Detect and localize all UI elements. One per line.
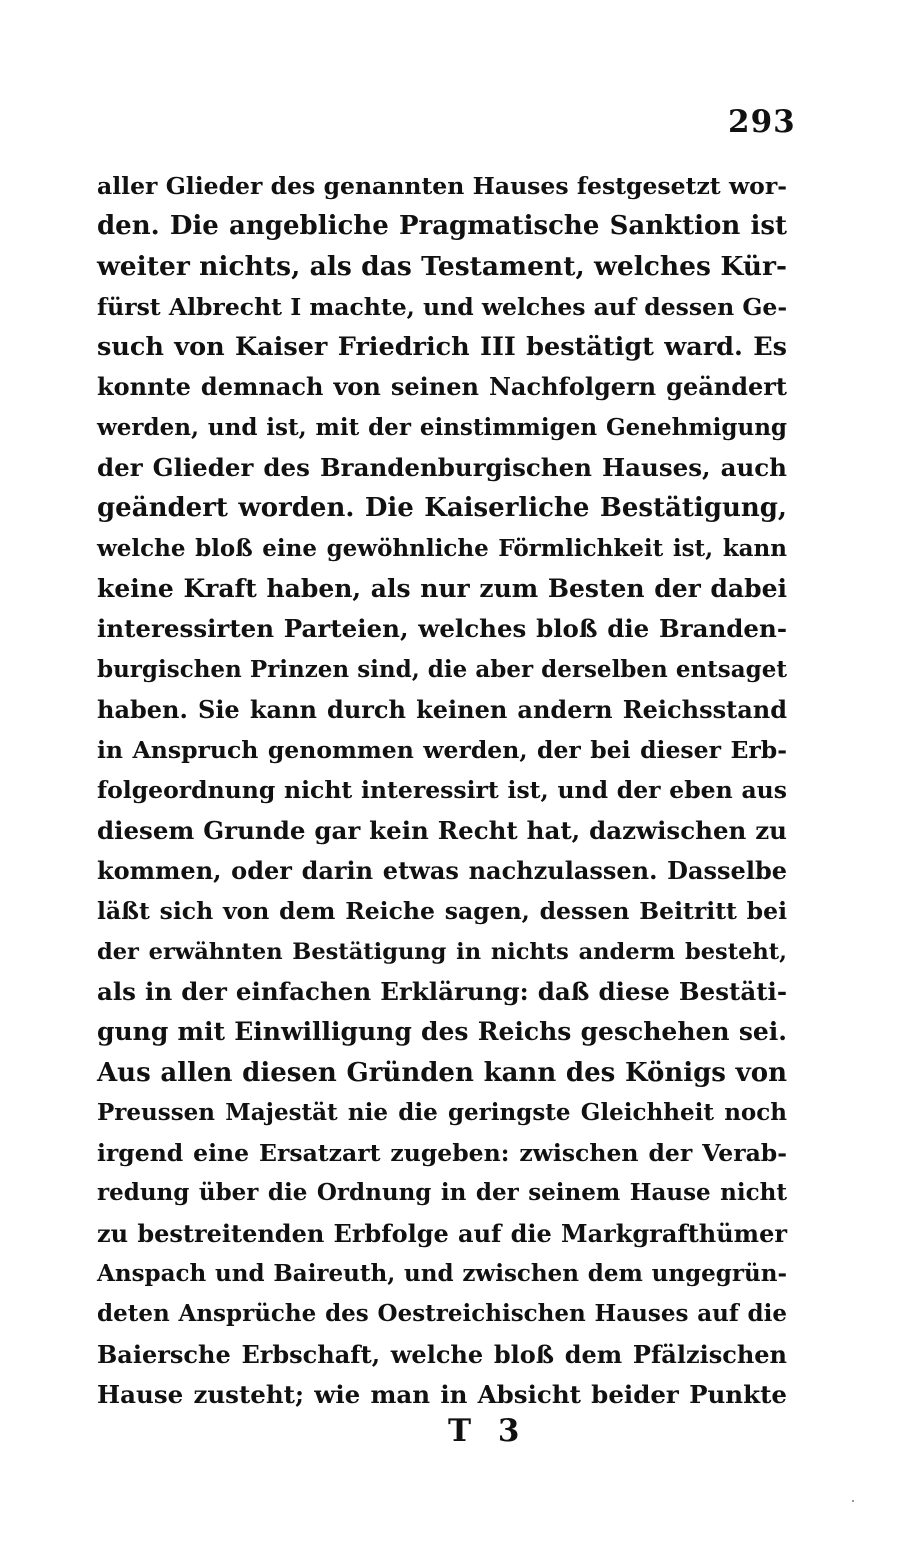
text-line: irgend eine Ersatzart zugeben: zwischen der Verab-: [97, 1139, 787, 1168]
text-line: den. Die angebliche Pragmatische Sanktion ist: [97, 211, 787, 242]
text-line: interessirten Parteien, welches bloß die Branden-: [97, 614, 787, 644]
text-line: keine Kraft haben, als nur zum Besten der dabei: [97, 573, 787, 603]
text-line: Preussen Majestät nie die geringste Gleichheit noch: [97, 1098, 787, 1126]
text-line: gung mit Einwilligung des Reichs geschehen sei.: [97, 1017, 787, 1047]
text-line: zu bestreitenden Erbfolge auf die Markgrafthümer: [97, 1218, 787, 1248]
text-line: Aus allen diesen Gründen kann des Königs von: [97, 1057, 787, 1088]
text-line: welche bloß eine gewöhnliche Förmlichkeit ist, kann: [97, 534, 787, 562]
text-line: such von Kaiser Friedrich III bestätigt ward. Es: [97, 332, 787, 363]
text-line: werden, und ist, mit der einstimmigen Genehmigung: [97, 413, 787, 441]
text-line: redung über die Ordnung in der seinem Hause nicht: [97, 1179, 787, 1207]
body-text: [97, 166, 787, 1415]
text-line: der erwähnten Bestätigung in nichts anderm besteht,: [97, 938, 787, 965]
text-line: fürst Albrecht I machte, und welches auf dessen Ge-: [97, 292, 788, 321]
text-line: kommen, oder darin etwas nachzulassen. Dasselbe: [97, 856, 787, 886]
text-line: Baiersche Erbschaft, welche bloß dem Pfälzischen: [97, 1339, 787, 1369]
text-line: geändert worden. Die Kaiserliche Bestätigung,: [97, 493, 787, 524]
text-line: Anspach und Baireuth, und zwischen dem ungegrün-: [97, 1260, 787, 1288]
signature-mark: T 3: [448, 1413, 528, 1449]
text-line: deten Ansprüche des Oestreichischen Hauses auf die: [97, 1300, 787, 1328]
text-line: der Glieder des Brandenburgischen Hauses, auch: [97, 453, 787, 483]
text-line: haben. Sie kann durch keinen andern Reichsstand: [97, 694, 787, 724]
text-line: Hause zusteht; wie man in Absicht beider Punkte: [97, 1379, 787, 1409]
text-line: in Anspruch genommen werden, der bei dieser Erb-: [97, 736, 787, 765]
paper-speck: [852, 1500, 854, 1502]
text-line: diesem Grunde gar kein Recht hat, dazwischen zu: [97, 815, 787, 845]
text-line: aller Glieder des genannten Hauses festgesetzt wor-: [97, 172, 787, 200]
text-line: läßt sich von dem Reiche sagen, dessen Beitritt bei: [97, 897, 787, 926]
text-line: weiter nichts, als das Testament, welches Kür-: [97, 250, 787, 282]
text-line: als in der einfachen Erklärung: daß diese Bestäti-: [97, 976, 787, 1006]
text-line: konnte demnach von seinen Nachfolgern geändert: [97, 372, 787, 402]
text-line: burgischen Prinzen sind, die aber derselben entsaget: [97, 655, 787, 683]
text-line: folgeordnung nicht interessirt ist, und der eben aus: [97, 776, 787, 805]
page-number: 293: [728, 104, 796, 140]
